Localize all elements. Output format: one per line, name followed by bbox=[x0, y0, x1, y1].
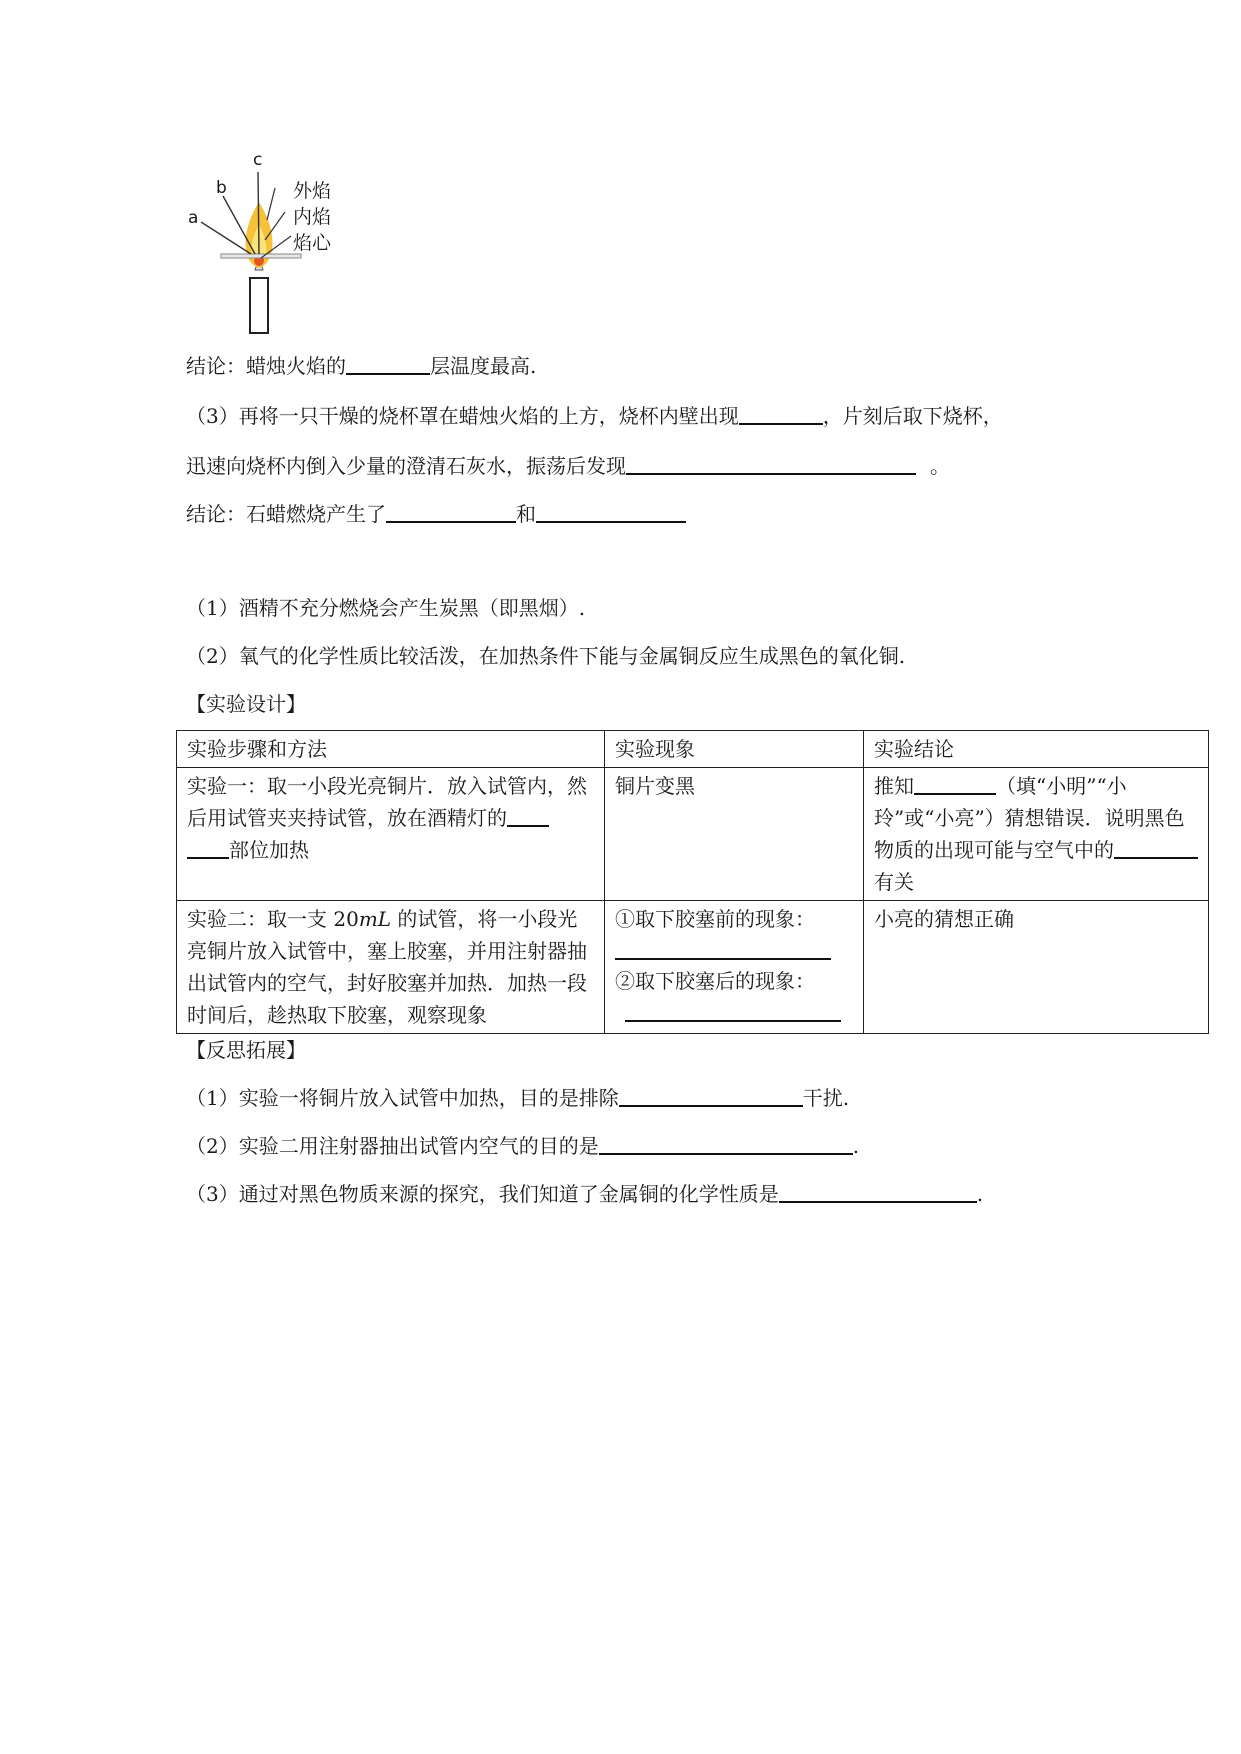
info-1: （1）酒精不充分燃烧会产生炭黑（即黑烟）. bbox=[186, 596, 586, 620]
table-header-row bbox=[177, 731, 1209, 768]
reflect-3: （3）通过对黑色物质来源的探究，我们知道了金属铜的化学性质是 . bbox=[186, 1182, 984, 1206]
answer-blank[interactable] bbox=[1114, 837, 1198, 859]
table-cell-conclusion: 推知 （填“小明”“小玲”或“小亮”）猜想错误．说明黑色物质的出现可能与空气中的有关 bbox=[864, 768, 1209, 901]
answer-blank[interactable] bbox=[599, 1133, 853, 1155]
answer-blank[interactable] bbox=[346, 353, 430, 375]
flame-label-outer: 外焰 bbox=[293, 180, 332, 202]
info-2: （2）氧气的化学性质比较活泼，在加热条件下能与金属铜反应生成黑色的氧化铜. bbox=[186, 644, 906, 668]
answer-blank[interactable] bbox=[386, 501, 516, 523]
reflect-heading: 【反思拓展】 bbox=[186, 1038, 306, 1062]
pointer-label-a: a bbox=[188, 208, 199, 228]
answer-blank[interactable] bbox=[914, 773, 996, 795]
answer-blank[interactable] bbox=[536, 501, 686, 523]
answer-blank[interactable] bbox=[619, 1085, 803, 1107]
table-row bbox=[177, 768, 1209, 901]
answer-blank[interactable] bbox=[625, 1000, 841, 1022]
answer-blank[interactable] bbox=[187, 837, 229, 859]
reflect-1: （1）实验一将铜片放入试管中加热，目的是排除 干扰. bbox=[186, 1086, 850, 1110]
reflect-2: （2）实验二用注射器抽出试管内空气的目的是 . bbox=[186, 1134, 860, 1158]
pointer-label-c: c bbox=[253, 150, 263, 170]
table-row bbox=[177, 901, 1209, 1034]
table-cell-method: 实验二：取一支 20mL 的试管，将一小段光亮铜片放入试管中，塞上胶塞，并用注射器抽出试管内的空气，封好胶塞并加热．加热一段时间后，趁热取下胶塞，观察现象 bbox=[177, 901, 605, 1034]
table-cell-phenomenon: 铜片变黑 bbox=[605, 768, 864, 901]
conclusion-paraffin: 结论：石蜡燃烧产生了 和 bbox=[186, 500, 686, 528]
candle-flame-figure bbox=[185, 150, 355, 335]
table-cell-method: 实验一：取一小段光亮铜片．放入试管内，然后用试管夹夹持试管，放在酒精灯的 部位加热 bbox=[177, 768, 605, 901]
flame-label-inner: 内焰 bbox=[293, 206, 332, 228]
table-header: 实验步骤和方法 bbox=[177, 731, 605, 768]
step3-line2: 迅速向烧杯内倒入少量的澄清石灰水，振荡后发现 。 bbox=[186, 454, 950, 478]
answer-blank[interactable] bbox=[615, 938, 831, 960]
conclusion-flame-temp: 结论：蜡烛火焰的 层温度最高. bbox=[186, 354, 537, 378]
answer-blank[interactable] bbox=[779, 1181, 977, 1203]
answer-blank[interactable] bbox=[507, 805, 549, 827]
table-header: 实验结论 bbox=[864, 731, 1209, 768]
answer-blank[interactable] bbox=[739, 403, 823, 425]
table-header: 实验现象 bbox=[605, 731, 864, 768]
step3-line1: （3）再将一只干燥的烧杯罩在蜡烛火焰的上方，烧杯内壁出现 ，片刻后取下烧杯， bbox=[186, 404, 1003, 428]
experiment-design-table bbox=[176, 730, 1209, 1034]
table-cell-phenomenon: ①取下胶塞前的现象： ②取下胶塞后的现象： bbox=[605, 901, 864, 1034]
pointer-label-b: b bbox=[216, 178, 227, 198]
flame-label-core: 焰心 bbox=[293, 232, 332, 254]
answer-blank[interactable] bbox=[626, 453, 916, 475]
table-cell-conclusion: 小亮的猜想正确 bbox=[864, 901, 1209, 1034]
design-heading: 【实验设计】 bbox=[186, 692, 306, 716]
